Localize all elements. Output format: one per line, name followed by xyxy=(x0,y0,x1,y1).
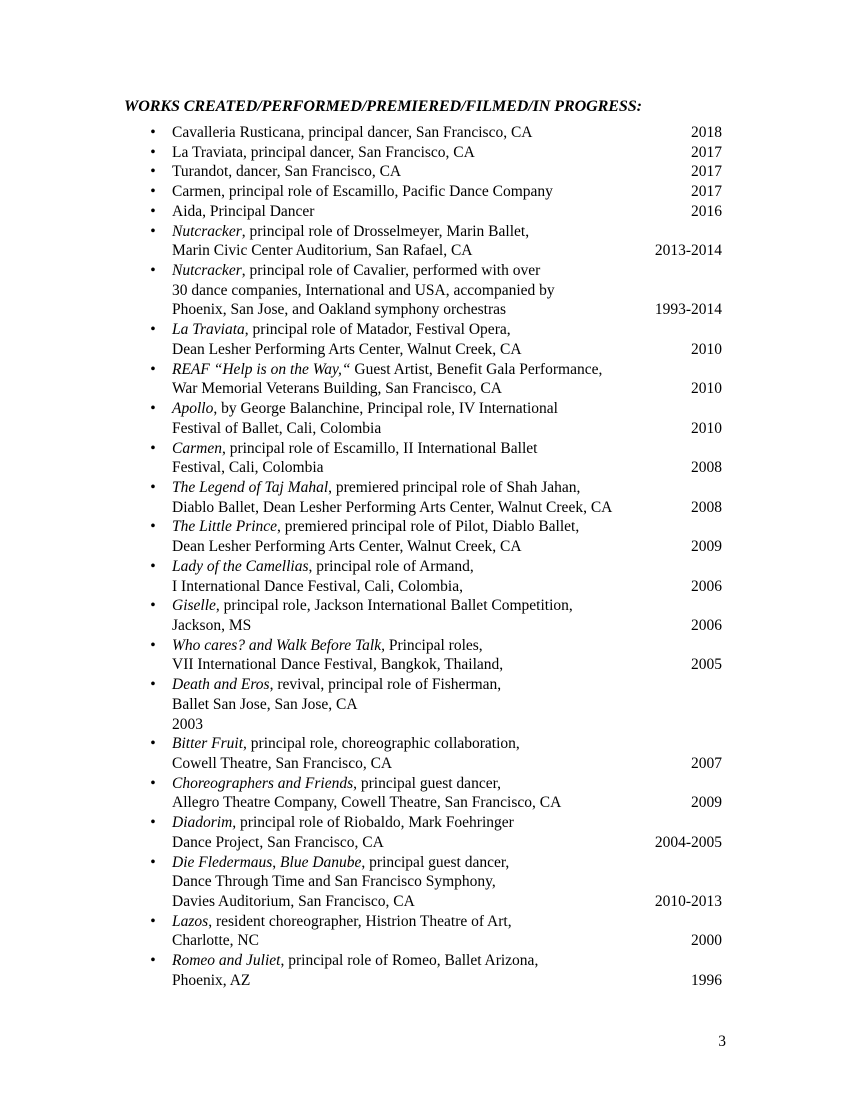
work-title-text: The Legend of Taj Mahal xyxy=(172,478,329,496)
work-entry-text xyxy=(172,813,514,833)
work-detail-text: Turandot, dancer, San Francisco, CA xyxy=(172,163,402,181)
work-entry xyxy=(0,143,850,163)
work-year: 1993-2014 xyxy=(654,301,722,319)
page-number: 3 xyxy=(718,1033,726,1050)
bullet-icon: • xyxy=(150,143,156,161)
page-title: WORKS CREATED/PERFORMED/PREMIERED/FILMED/IN PROGRESS: xyxy=(124,98,642,115)
work-detail-text: Ballet San Jose, San Jose, CA xyxy=(172,695,358,713)
bullet-icon: • xyxy=(150,163,156,181)
work-entry-text xyxy=(172,596,573,616)
work-year: 2008 xyxy=(691,459,722,477)
work-detail-text: Dean Lesher Performing Arts Center, Walnut Creek, CA xyxy=(172,340,522,358)
work-entry-line xyxy=(0,734,850,754)
work-entry-line xyxy=(0,537,850,557)
work-entry-line xyxy=(0,951,850,971)
bullet-icon: • xyxy=(150,124,156,141)
work-entry-line xyxy=(0,379,850,399)
work-entry xyxy=(0,360,850,399)
work-entry-text xyxy=(172,774,501,794)
work-entry-line xyxy=(0,872,850,892)
work-detail-text: Festival, Cali, Colombia xyxy=(172,459,324,477)
work-year: 2010 xyxy=(691,380,722,398)
work-entry-text xyxy=(172,675,501,695)
work-entry xyxy=(0,813,850,852)
work-entry-line xyxy=(0,577,850,597)
work-entry-line xyxy=(0,261,850,281)
work-title-text: REAF “Help is on the Way,“ xyxy=(172,360,351,378)
work-entry-line xyxy=(0,596,850,616)
work-year: 2009 xyxy=(691,538,722,556)
work-title-text: Bitter Fruit xyxy=(172,735,244,753)
work-entry-line xyxy=(0,774,850,794)
work-detail-text: Phoenix, AZ xyxy=(172,971,251,989)
work-title-text: Lazos xyxy=(172,912,209,930)
bullet-icon: • xyxy=(150,774,156,792)
work-title-text: Blue Danube xyxy=(280,853,362,871)
work-entry xyxy=(0,517,850,556)
work-entry-line xyxy=(0,931,850,951)
work-entry xyxy=(0,261,850,320)
work-year: 2017 xyxy=(691,143,722,161)
bullet-icon: • xyxy=(150,676,156,694)
work-detail-text: Allegro Theatre Company, Cowell Theatre, San Francisco, CA xyxy=(172,794,562,812)
work-entry xyxy=(0,734,850,773)
work-detail-text: Cavalleria Rusticana, principal dancer, San Francisco, CA xyxy=(172,124,533,141)
bullet-icon: • xyxy=(150,735,156,753)
bullet-icon: • xyxy=(150,262,156,280)
work-entry xyxy=(0,774,850,813)
work-detail-text: Phoenix, San Jose, and Oakland symphony orchestras xyxy=(172,301,507,319)
work-detail-text: Carmen, principal role of Escamillo, Pacific Dance Company xyxy=(172,183,553,201)
work-entry-text xyxy=(172,360,602,380)
work-entry-text xyxy=(172,557,474,577)
work-entry-text xyxy=(172,439,537,459)
work-detail-text: War Memorial Veterans Building, San Francisco, CA xyxy=(172,380,502,398)
work-year: 2018 xyxy=(691,124,722,141)
work-title-text: Nutcracker xyxy=(172,262,242,280)
work-year: 2006 xyxy=(691,577,722,595)
work-entry-text xyxy=(172,281,555,301)
work-entry-line xyxy=(0,439,850,459)
work-entry-line xyxy=(0,853,850,873)
work-entry-line xyxy=(0,695,850,715)
work-entry-text xyxy=(172,636,483,656)
work-detail-text: , xyxy=(272,853,281,871)
work-title-text: Diadorim, xyxy=(172,814,237,832)
work-entry-line xyxy=(0,892,850,912)
work-entry-line xyxy=(0,300,850,320)
bullet-icon: • xyxy=(150,814,156,832)
work-entry-line xyxy=(0,360,850,380)
work-entry-line xyxy=(0,813,850,833)
work-entry xyxy=(0,123,850,143)
work-detail-text: 30 dance companies, International and USA, accompanied by xyxy=(172,281,555,299)
work-entry-line xyxy=(0,399,850,419)
work-entry-line xyxy=(0,241,850,261)
bullet-icon: • xyxy=(150,202,156,220)
work-year: 2017 xyxy=(691,163,722,181)
work-detail-text: Guest Artist, Benefit Gala Performance, xyxy=(350,360,603,378)
work-detail-text: , premiered principal role of Shah Jahan, xyxy=(328,478,581,496)
work-year: 2007 xyxy=(691,755,722,772)
work-entry xyxy=(0,596,850,635)
bullet-icon: • xyxy=(150,518,156,536)
work-detail-text: Diablo Ballet, Dean Lesher Performing Arts Center, Walnut Creek, CA xyxy=(172,498,613,516)
work-entry-line xyxy=(0,143,850,163)
work-detail-text: Charlotte, NC xyxy=(172,932,259,950)
work-title-text: Nutcracker xyxy=(172,222,242,240)
work-entry xyxy=(0,222,850,261)
work-detail-text: , principal role, choreographic collaboration, xyxy=(243,735,520,753)
work-detail-text: , principal guest dancer, xyxy=(353,774,501,792)
work-detail-text: Marin Civic Center Auditorium, San Rafael, CA xyxy=(172,242,473,260)
work-entry xyxy=(0,182,850,202)
work-entry-line xyxy=(0,320,850,340)
work-entry-line xyxy=(0,636,850,656)
work-detail-text: principal role of Riobaldo, Mark Foehringer xyxy=(236,814,514,832)
work-detail-text: Cowell Theatre, San Francisco, CA xyxy=(172,755,393,772)
work-entry-line xyxy=(0,222,850,242)
work-entry-line xyxy=(0,517,850,537)
work-entry xyxy=(0,202,850,222)
work-detail-text: Jackson, MS xyxy=(172,616,252,634)
work-entry xyxy=(0,478,850,517)
bullet-icon: • xyxy=(150,478,156,496)
bullet-icon: • xyxy=(150,400,156,418)
work-title-text: Romeo and Juliet xyxy=(172,952,281,970)
work-entry-line xyxy=(0,616,850,636)
work-entry xyxy=(0,320,850,359)
work-detail-text: , principal role of Cavalier, performed with over xyxy=(241,262,541,280)
bullet-icon: • xyxy=(150,636,156,654)
bullet-icon: • xyxy=(150,597,156,615)
work-title-text: Giselle xyxy=(172,597,216,615)
work-detail-text: , principal role of Matador, Festival Opera, xyxy=(244,321,511,339)
work-year: 2009 xyxy=(691,794,722,812)
work-entry-line xyxy=(0,557,850,577)
work-year: 2000 xyxy=(691,932,722,950)
work-entry-line xyxy=(0,340,850,360)
work-detail-text: , principal guest dancer, xyxy=(361,853,510,871)
work-year: 2016 xyxy=(691,202,722,220)
work-detail-text: , resident choreographer, Histrion Theatre of Art, xyxy=(208,912,512,930)
work-entry-line xyxy=(0,793,850,813)
work-title-text: Carmen xyxy=(172,439,222,457)
work-detail-text: I International Dance Festival, Cali, Colombia, xyxy=(172,577,463,595)
work-entry-line xyxy=(0,971,850,991)
bullet-icon: • xyxy=(150,557,156,575)
work-entry xyxy=(0,439,850,478)
work-year: 2010-2013 xyxy=(654,893,722,911)
work-detail-text: , principal role, Jackson International Ballet Competition, xyxy=(215,597,573,615)
work-detail-text: , revival, principal role of Fisherman, xyxy=(269,676,502,694)
work-entry-line xyxy=(0,202,850,222)
work-year: 2003 xyxy=(172,715,203,733)
work-entry xyxy=(0,912,850,951)
work-entry-text xyxy=(172,222,529,242)
bullet-icon: • xyxy=(150,912,156,930)
bullet-icon: • xyxy=(150,222,156,240)
work-year: 2010 xyxy=(691,419,722,437)
work-entry-text xyxy=(172,478,580,498)
work-title-text: Die Fledermaus xyxy=(172,853,273,871)
work-entry xyxy=(0,675,850,734)
work-entry-text xyxy=(172,912,512,932)
work-entry-line xyxy=(0,675,850,695)
work-year: 2013-2014 xyxy=(654,242,722,260)
work-title-text: La Traviata xyxy=(172,321,245,339)
bullet-icon: • xyxy=(150,952,156,970)
work-detail-text: Dean Lesher Performing Arts Center, Walnut Creek, CA xyxy=(172,538,522,556)
work-entry-line xyxy=(0,912,850,932)
work-title-text: Death and Eros xyxy=(172,676,270,694)
work-entry xyxy=(0,399,850,438)
work-detail-text: , principal role of Romeo, Ballet Arizona, xyxy=(280,952,539,970)
work-entry xyxy=(0,853,850,912)
works-list xyxy=(0,123,850,991)
work-year: 2017 xyxy=(691,183,722,201)
work-entry-text xyxy=(172,695,358,715)
work-detail-text: Dance Project, San Francisco, CA xyxy=(172,833,384,851)
work-year: 1996 xyxy=(691,971,722,989)
work-entry xyxy=(0,951,850,990)
bullet-icon: • xyxy=(150,439,156,457)
work-entry-text xyxy=(172,261,540,281)
work-entry-text xyxy=(172,951,538,971)
work-year: 2005 xyxy=(691,656,722,674)
work-entry-line xyxy=(0,478,850,498)
work-entry-text xyxy=(172,734,520,754)
work-entry xyxy=(0,636,850,675)
work-detail-text: VII International Dance Festival, Bangkok, Thailand, xyxy=(172,656,504,674)
work-entry-line xyxy=(0,182,850,202)
work-detail-text: , principal role of Drosselmeyer, Marin Ballet, xyxy=(241,222,530,240)
work-title-text: Apollo xyxy=(172,400,214,418)
work-entry-line xyxy=(0,833,850,853)
work-title-text: Lady of the Camellias xyxy=(172,557,309,575)
work-detail-text: , principal role of Armand, xyxy=(308,557,474,575)
work-entry-line xyxy=(0,162,850,182)
work-detail-text: Principal roles, xyxy=(384,636,483,654)
work-detail-text: , by George Balanchine, Principal role, IV International xyxy=(213,400,558,418)
work-detail-text: , premiered principal role of Pilot, Diablo Ballet, xyxy=(277,518,580,536)
work-detail-text: Davies Auditorium, San Francisco, CA xyxy=(172,893,415,911)
work-entry-text xyxy=(172,853,509,873)
work-detail-text: Dance Through Time and San Francisco Symphony, xyxy=(172,873,496,891)
work-entry xyxy=(0,557,850,596)
work-title-text: The Little Prince xyxy=(172,518,278,536)
work-year: 2006 xyxy=(691,616,722,634)
work-entry-line xyxy=(0,754,850,774)
bullet-icon: • xyxy=(150,853,156,871)
work-detail-text: Festival of Ballet, Cali, Colombia xyxy=(172,419,382,437)
work-year: 2008 xyxy=(691,498,722,516)
work-entry-line xyxy=(0,498,850,518)
work-entry xyxy=(0,162,850,182)
bullet-icon: • xyxy=(150,360,156,378)
work-title-text: Choreographers and Friends xyxy=(172,774,354,792)
work-entry-line xyxy=(0,123,850,143)
work-entry-line xyxy=(0,281,850,301)
work-entry-line xyxy=(0,458,850,478)
work-entry-line xyxy=(0,419,850,439)
work-detail-text: , principal role of Escamillo, II International Ballet xyxy=(221,439,538,457)
work-entry-text xyxy=(172,872,496,892)
work-year: 2010 xyxy=(691,340,722,358)
work-detail-text: La Traviata, principal dancer, San Francisco, CA xyxy=(172,143,475,161)
work-entry-line xyxy=(0,715,850,735)
work-detail-text: Aida, Principal Dancer xyxy=(172,202,315,220)
bullet-icon: • xyxy=(150,321,156,339)
work-title-text: Who cares? and Walk Before Talk, xyxy=(172,636,385,654)
work-entry-line xyxy=(0,655,850,675)
work-entry-text xyxy=(172,320,511,340)
bullet-icon: • xyxy=(150,183,156,201)
work-entry-text xyxy=(172,517,579,537)
work-year: 2004-2005 xyxy=(654,833,722,851)
work-entry-text xyxy=(172,399,558,419)
